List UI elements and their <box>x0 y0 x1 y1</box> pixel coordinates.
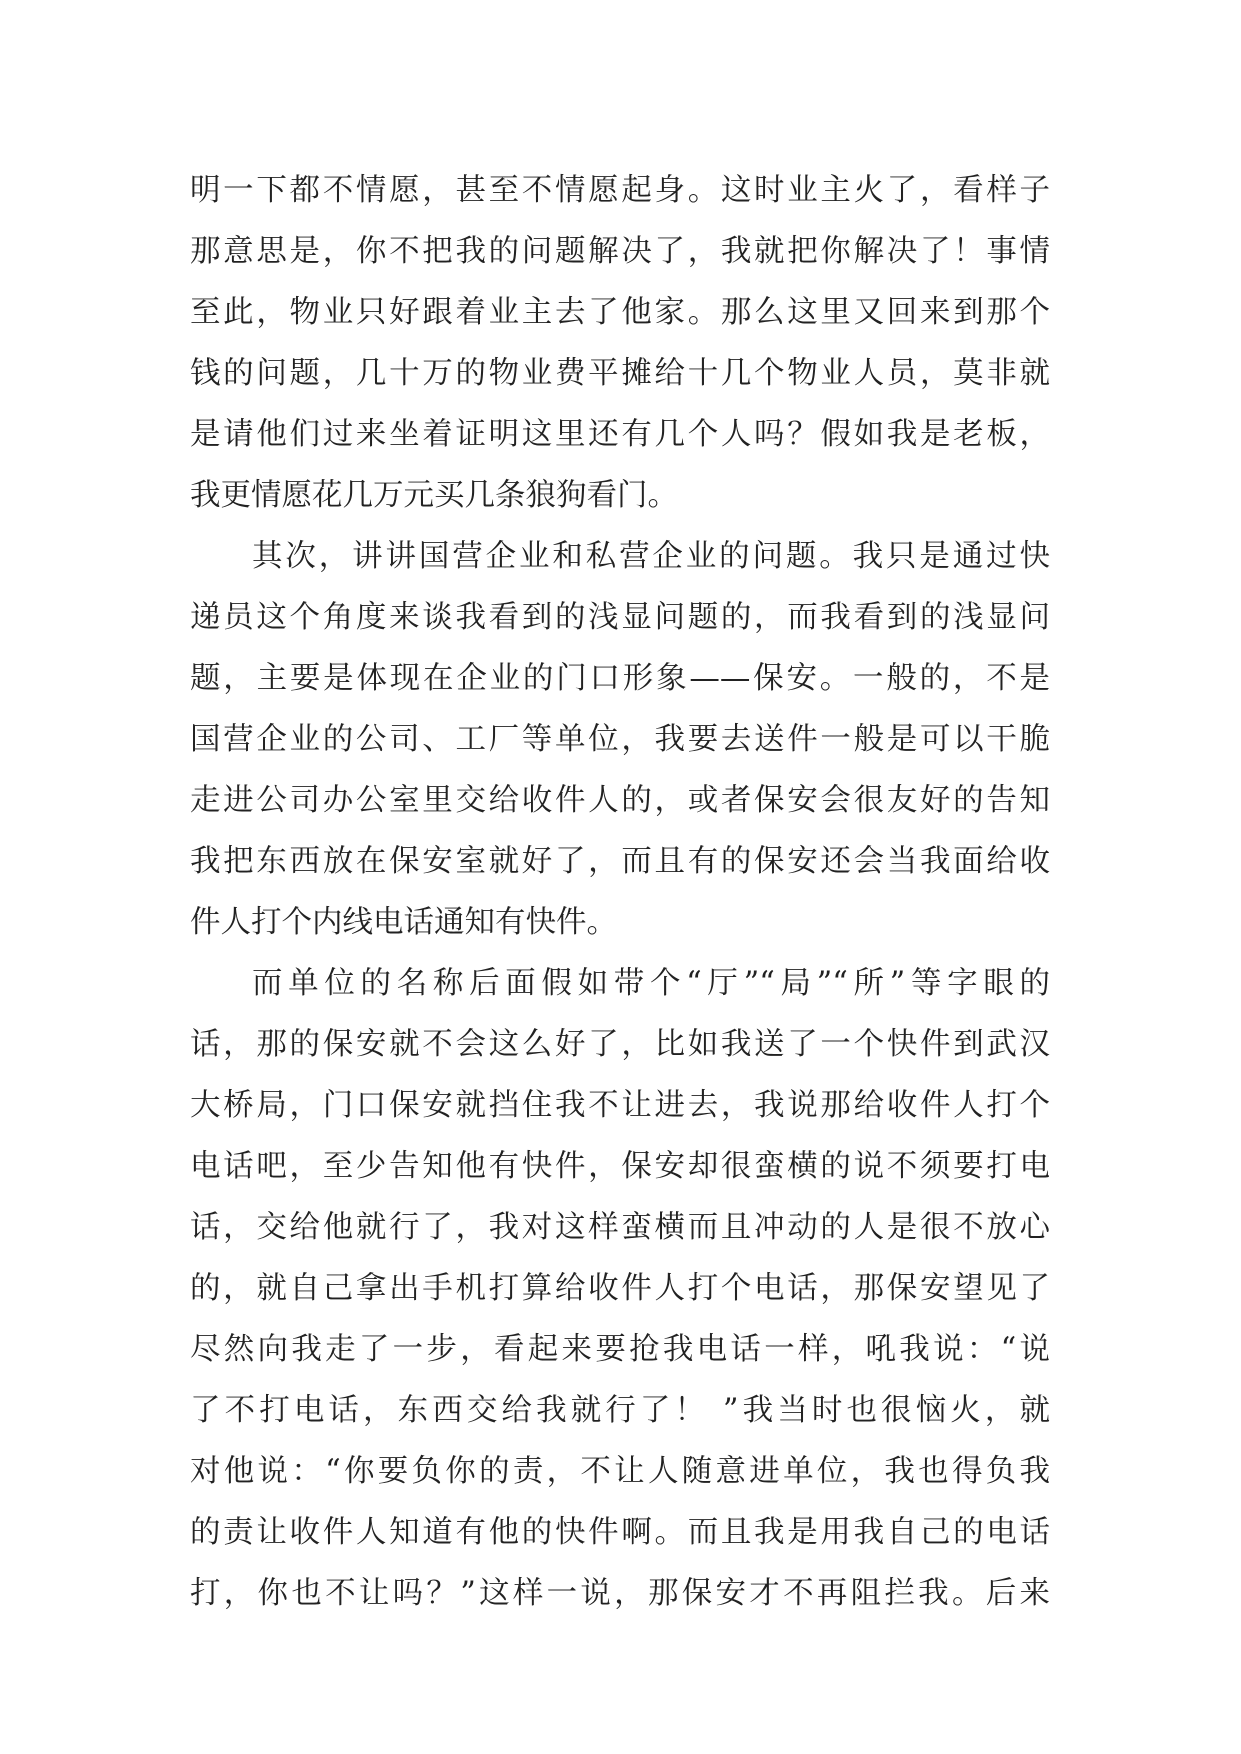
text-line: 题，主要是体现在企业的门口形象——保安。一般的，不是 <box>190 661 1050 696</box>
text-line: 尽然向我走了一步，看起来要抢我电话一样，吼我说：“说 <box>190 1332 1050 1367</box>
text-line: 我更情愿花几万元买几条狼狗看门。 <box>190 478 678 513</box>
text-line: 的责让收件人知道有他的快件啊。而且我是用我自己的电话 <box>190 1515 1050 1550</box>
text-line: 对他说：“你要负你的责，不让人随意进单位，我也得负我 <box>190 1454 1050 1489</box>
text-line: 话，那的保安就不会这么好了，比如我送了一个快件到武汉 <box>190 1027 1050 1062</box>
text-line: 递员这个角度来谈我看到的浅显问题的，而我看到的浅显问 <box>190 600 1050 635</box>
body-text <box>190 160 1050 1624</box>
text-line: 电话吧，至少告知他有快件，保安却很蛮横的说不须要打电 <box>190 1149 1050 1184</box>
text-line: 我把东西放在保安室就好了，而且有的保安还会当我面给收 <box>190 844 1050 879</box>
text-line: 是请他们过来坐着证明这里还有几个人吗？假如我是老板， <box>190 417 1050 452</box>
text-line: 走进公司办公室里交给收件人的，或者保安会很友好的告知 <box>190 783 1050 818</box>
text-line: 钱的问题，几十万的物业费平摊给十几个物业人员，莫非就 <box>190 356 1050 391</box>
paragraph-start-line: 其次，讲讲国营企业和私营企业的问题。我只是通过快 <box>252 539 1050 574</box>
text-line: 国营企业的公司、工厂等单位，我要去送件一般是可以干脆 <box>190 722 1050 757</box>
text-line: 那意思是，你不把我的问题解决了，我就把你解决了！事情 <box>190 234 1050 269</box>
text-line: 的，就自己拿出手机打算给收件人打个电话，那保安望见了 <box>190 1271 1050 1306</box>
text-line: 大桥局，门口保安就挡住我不让进去，我说那给收件人打个 <box>190 1088 1050 1123</box>
text-line: 打，你也不让吗？”这样一说，那保安才不再阻拦我。后来 <box>190 1576 1050 1611</box>
paragraph-start-line: 而单位的名称后面假如带个“厅”“局”“所”等字眼的 <box>252 966 1050 1001</box>
text-line: 话，交给他就行了，我对这样蛮横而且冲动的人是很不放心 <box>190 1210 1050 1245</box>
text-line: 明一下都不情愿，甚至不情愿起身。这时业主火了，看样子 <box>190 173 1050 208</box>
text-line: 件人打个内线电话通知有快件。 <box>190 905 617 940</box>
text-line: 至此，物业只好跟着业主去了他家。那么这里又回来到那个 <box>190 295 1050 330</box>
text-line: 了不打电话，东西交给我就行了！ ”我当时也很恼火，就 <box>190 1393 1050 1428</box>
